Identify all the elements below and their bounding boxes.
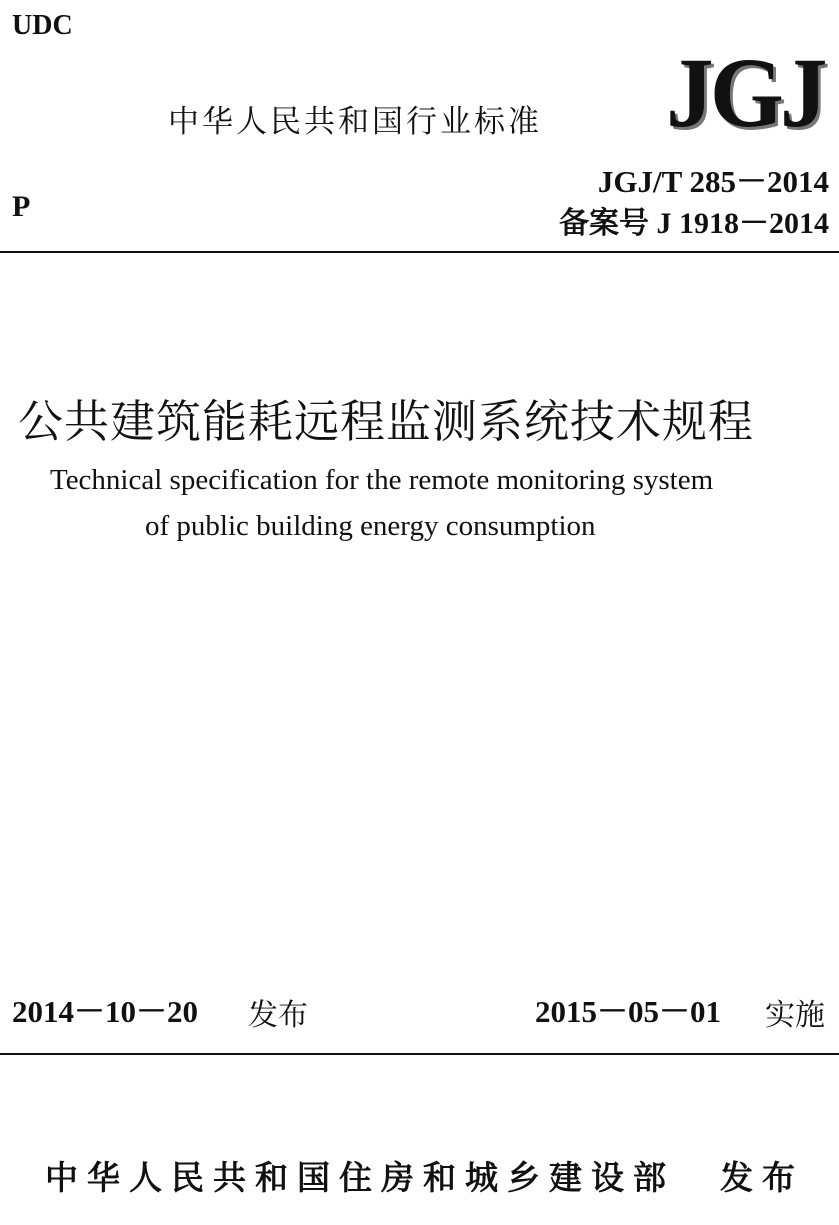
bottom-divider bbox=[0, 1053, 839, 1055]
classification-letter: P bbox=[12, 190, 31, 223]
issuer-name: 中华人民共和国住房和城乡建设部 bbox=[45, 1158, 675, 1197]
effective-label: 实施 bbox=[765, 998, 825, 1033]
jgj-logo: JGJ bbox=[666, 37, 824, 148]
issue-date: 2014－10－20 bbox=[12, 994, 198, 1029]
title-english-line2: of public building energy consumption bbox=[145, 510, 596, 542]
issue-label: 发布 bbox=[248, 998, 308, 1033]
effective-date: 2015－05－01 bbox=[535, 994, 721, 1029]
issuer-label: 发布 bbox=[720, 1158, 804, 1197]
title-chinese: 公共建筑能耗远程监测系统技术规程 bbox=[18, 395, 755, 448]
udc-label: UDC bbox=[12, 10, 73, 41]
top-divider bbox=[0, 251, 839, 253]
standard-category: 中华人民共和国行业标准 bbox=[168, 104, 542, 140]
record-number: 备案号 J 1918－2014 bbox=[559, 207, 829, 240]
standard-number: JGJ/T 285－2014 bbox=[597, 164, 829, 199]
title-english-line1: Technical specification for the remote monitoring system bbox=[50, 464, 714, 496]
